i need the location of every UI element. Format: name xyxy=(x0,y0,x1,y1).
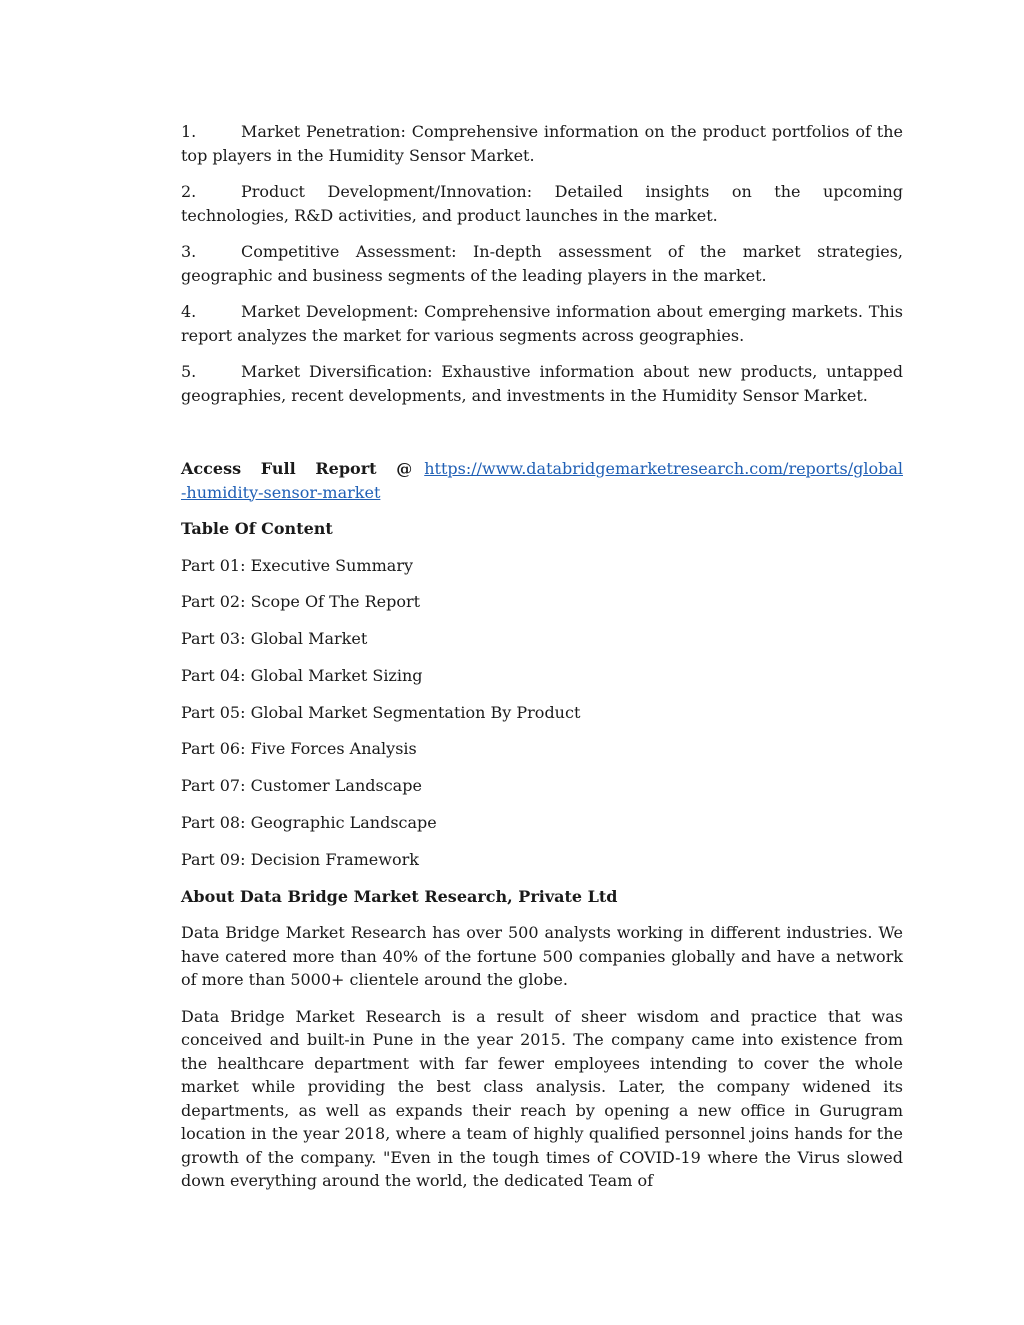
toc-item: Part 01: Executive Summary xyxy=(181,555,413,575)
toc-item: Part 07: Customer Landscape xyxy=(181,776,422,796)
list-item xyxy=(181,180,903,227)
access-full-report xyxy=(181,457,903,504)
list-text: Market Penetration: Comprehensive information on the product portfolios of the top players in the Humidity Sensor Market. xyxy=(181,122,903,165)
list-number: 4. xyxy=(181,302,197,321)
toc-item: Part 03: Global Market xyxy=(181,629,368,649)
access-label: Access Full Report @ xyxy=(181,459,413,478)
about-heading: About Data Bridge Market Research, Private Ltd xyxy=(181,886,618,906)
about-paragraph: Data Bridge Market Research is a result of sheer wisdom and practice that was conceived and built-in Pune in the year 2015. The company came into existence from the healthcare department with far fewer employees intending to cover the whole market while providing the best class analysis. Later, the company widened its departments, as well as expands their reach by opening a new office in Gurugram location in the year 2018, where a team of highly qualified personnel joins hands for the growth of the company. "Even in the tough times of COVID-19 where the Virus slowed down everything around the world, the dedicated Team of xyxy=(181,1006,903,1191)
document-page xyxy=(181,120,903,1206)
list-item xyxy=(181,360,903,407)
list-number: 5. xyxy=(181,362,197,381)
about-paragraph: Data Bridge Market Research has over 500 analysts working in different industries. We have catered more than 40% of the fortune 500 companies globally and have a network of more than 5000+ clientele around the globe. xyxy=(181,923,903,990)
report-link[interactable]: https://www.databridgemarketresearch.com/reports/global-humidity-sensor-market xyxy=(181,459,903,502)
toc-item: Part 09: Decision Framework xyxy=(181,849,419,869)
list-item xyxy=(181,120,903,167)
list-text: Market Development: Comprehensive information about emerging markets. This report analyzes the market for various segments across geographies. xyxy=(181,302,903,345)
list-item xyxy=(181,300,903,347)
list-text: Competitive Assessment: In-depth assessment of the market strategies, geographic and business segments of the leading players in the market. xyxy=(181,242,903,285)
list-text: Product Development/Innovation: Detailed insights on the upcoming technologies, R&D activities, and product launches in the market. xyxy=(181,182,903,225)
list-text: Market Diversification: Exhaustive information about new products, untapped geographies, recent developments, and investments in the Humidity Sensor Market. xyxy=(181,362,903,405)
list-number: 3. xyxy=(181,242,197,261)
toc-item: Part 06: Five Forces Analysis xyxy=(181,739,417,759)
toc-item: Part 04: Global Market Sizing xyxy=(181,665,423,685)
section-spacer xyxy=(181,420,903,457)
list-item xyxy=(181,240,903,287)
list-number: 2. xyxy=(181,182,197,201)
toc-item: Part 08: Geographic Landscape xyxy=(181,813,437,833)
toc-heading: Table Of Content xyxy=(181,519,333,538)
toc-item: Part 05: Global Market Segmentation By Product xyxy=(181,702,581,722)
list-number: 1. xyxy=(181,122,197,141)
toc-item: Part 02: Scope Of The Report xyxy=(181,592,421,612)
